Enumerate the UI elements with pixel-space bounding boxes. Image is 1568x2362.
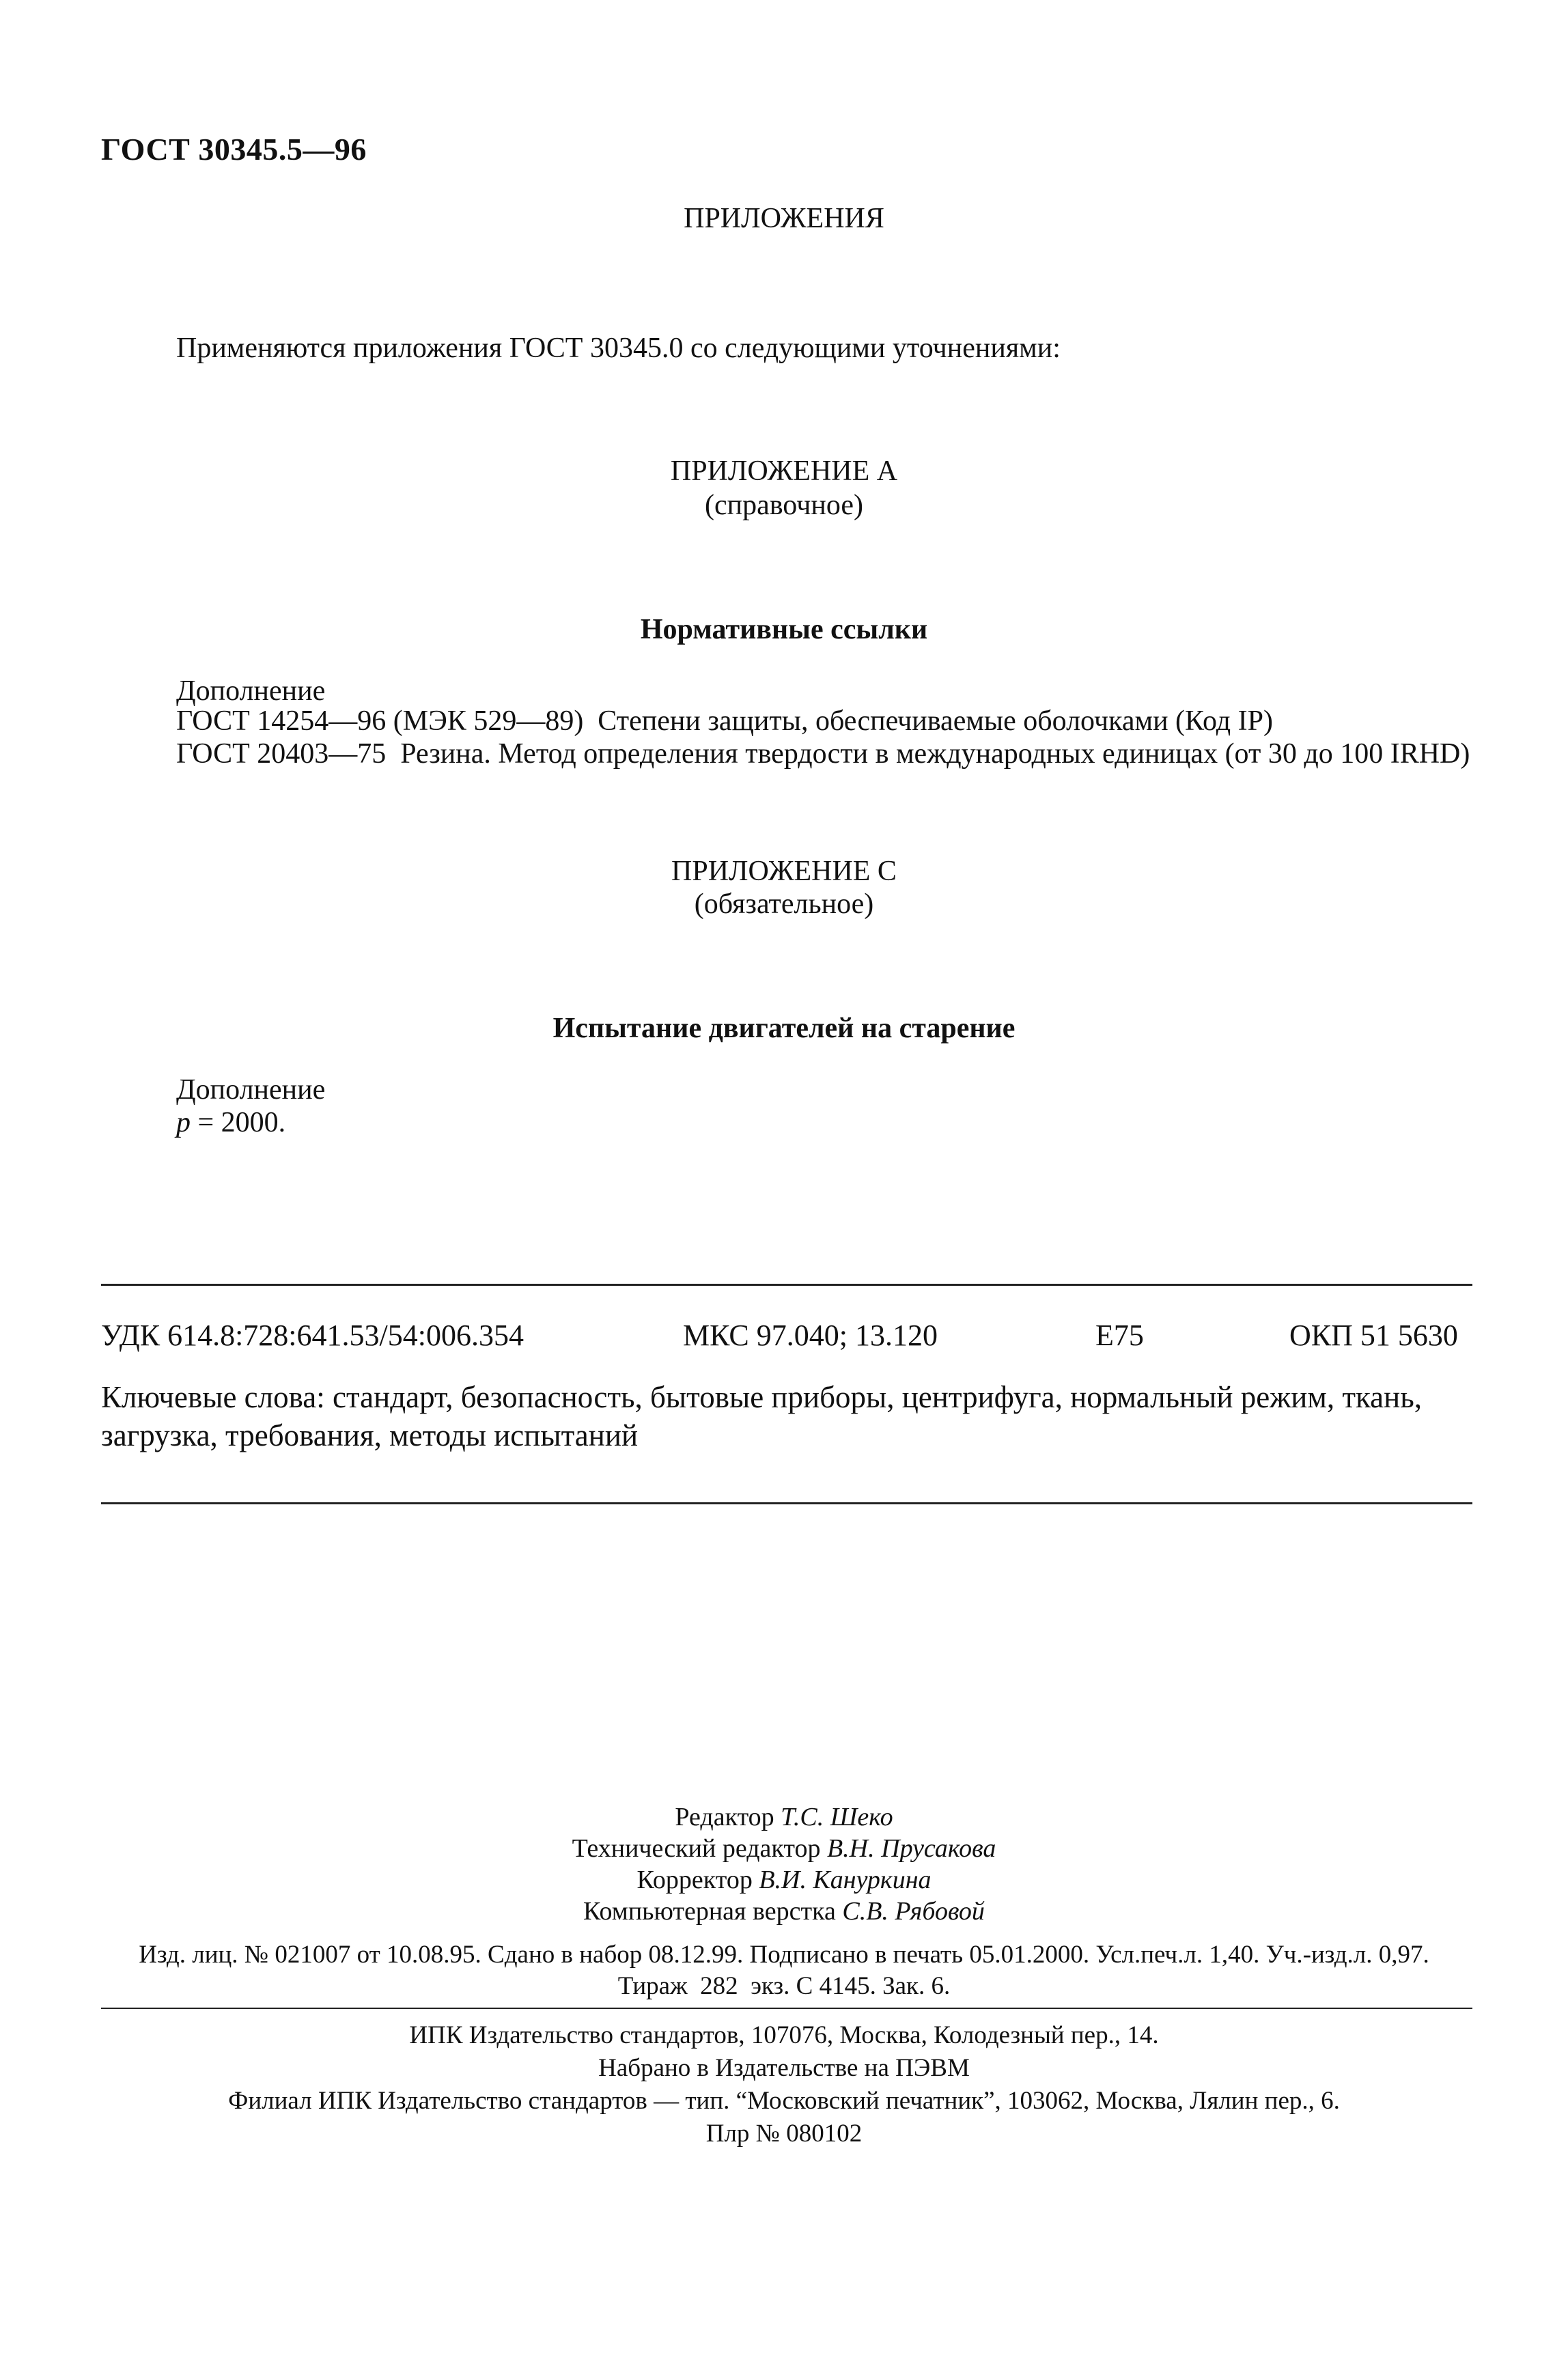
bottom-rule <box>101 1502 1472 1504</box>
credit-role: Компьютерная верстка <box>583 1897 843 1926</box>
appendix-c-lead: Дополнение <box>176 1074 326 1106</box>
appendix-a-heading: Нормативные ссылки <box>640 614 928 645</box>
appendices-intro: Применяются приложения ГОСТ 30345.0 со следующими уточнениями: <box>176 333 1061 364</box>
credit-name: В.И. Кануркина <box>759 1866 932 1894</box>
credit-role: Технический редактор <box>572 1834 827 1863</box>
publisher-line-1: ИПК Издательство стандартов, 107076, Москва, Колодезный пер., 14. <box>409 2021 1159 2049</box>
appendix-c-status: (обязательное) <box>694 888 874 920</box>
credit-name: В.Н. Прусакова <box>826 1834 996 1863</box>
formula-variable: p <box>176 1107 191 1138</box>
appendices-title: ПРИЛОЖЕНИЯ <box>684 203 884 234</box>
credit-role: Корректор <box>636 1866 759 1894</box>
appendix-c-title: ПРИЛОЖЕНИЕ С <box>671 856 897 887</box>
imprint-line-2: Тираж 282 экз. С 4145. Зак. 6. <box>617 1972 951 2000</box>
group-code: Е75 <box>1095 1319 1144 1352</box>
credit-corrector <box>0 1864 1568 1896</box>
imprint-rule <box>101 2008 1472 2009</box>
okp-code: ОКП 51 5630 <box>1289 1319 1458 1352</box>
publisher-line-4: Плр № 080102 <box>705 2120 863 2148</box>
appendix-a-lead: Дополнение <box>176 675 326 707</box>
credit-editor <box>0 1801 1568 1833</box>
publisher-line-3: Филиал ИПК Издательство стандартов — тип. “Московский печатник”, 103062, Москва, Лялин пер., 6. <box>228 2087 1340 2115</box>
appendix-a-ref: ГОСТ 20403—75 Резина. Метод определения твердости в международных единицах (от 30 до 100 IRHD) <box>176 738 1470 770</box>
credit-layout <box>0 1896 1568 1927</box>
formula-value: = 2000. <box>191 1107 286 1138</box>
keywords: Ключевые слова: стандарт, безопасность, бытовые приборы, центрифуга, нормальный режим, ткань, загрузка, требования, методы испытаний <box>101 1380 1422 1452</box>
appendix-a-ref: ГОСТ 14254—96 (МЭК 529—89) Степени защиты, обеспечиваемые оболочками (Код IP) <box>176 705 1273 737</box>
mks-code: МКС 97.040; 13.120 <box>683 1319 938 1352</box>
credit-tech-editor <box>0 1833 1568 1864</box>
appendix-a-title: ПРИЛОЖЕНИЕ А <box>670 455 898 487</box>
top-rule <box>101 1284 1472 1286</box>
credit-name: С.В. Рябовой <box>842 1897 985 1926</box>
publisher-line-2: Набрано в Издательстве на ПЭВМ <box>598 2054 970 2082</box>
credit-role: Редактор <box>675 1803 781 1831</box>
appendix-c-heading: Испытание двигателей на старение <box>552 1013 1016 1044</box>
credit-name: Т.С. Шеко <box>781 1803 893 1831</box>
imprint-line-1: Изд. лиц. № 021007 от 10.08.95. Сдано в набор 08.12.99. Подписано в печать 05.01.2000. Усл.печ.л. 1,40. Уч.-изд.л. 0,97. <box>139 1941 1429 1969</box>
appendix-c-formula <box>176 1105 285 1140</box>
udk-code: УДК 614.8:728:641.53/54:006.354 <box>101 1319 524 1352</box>
appendix-a-status: (справочное) <box>705 490 863 521</box>
standard-number: ГОСТ 30345.5—96 <box>101 132 367 167</box>
